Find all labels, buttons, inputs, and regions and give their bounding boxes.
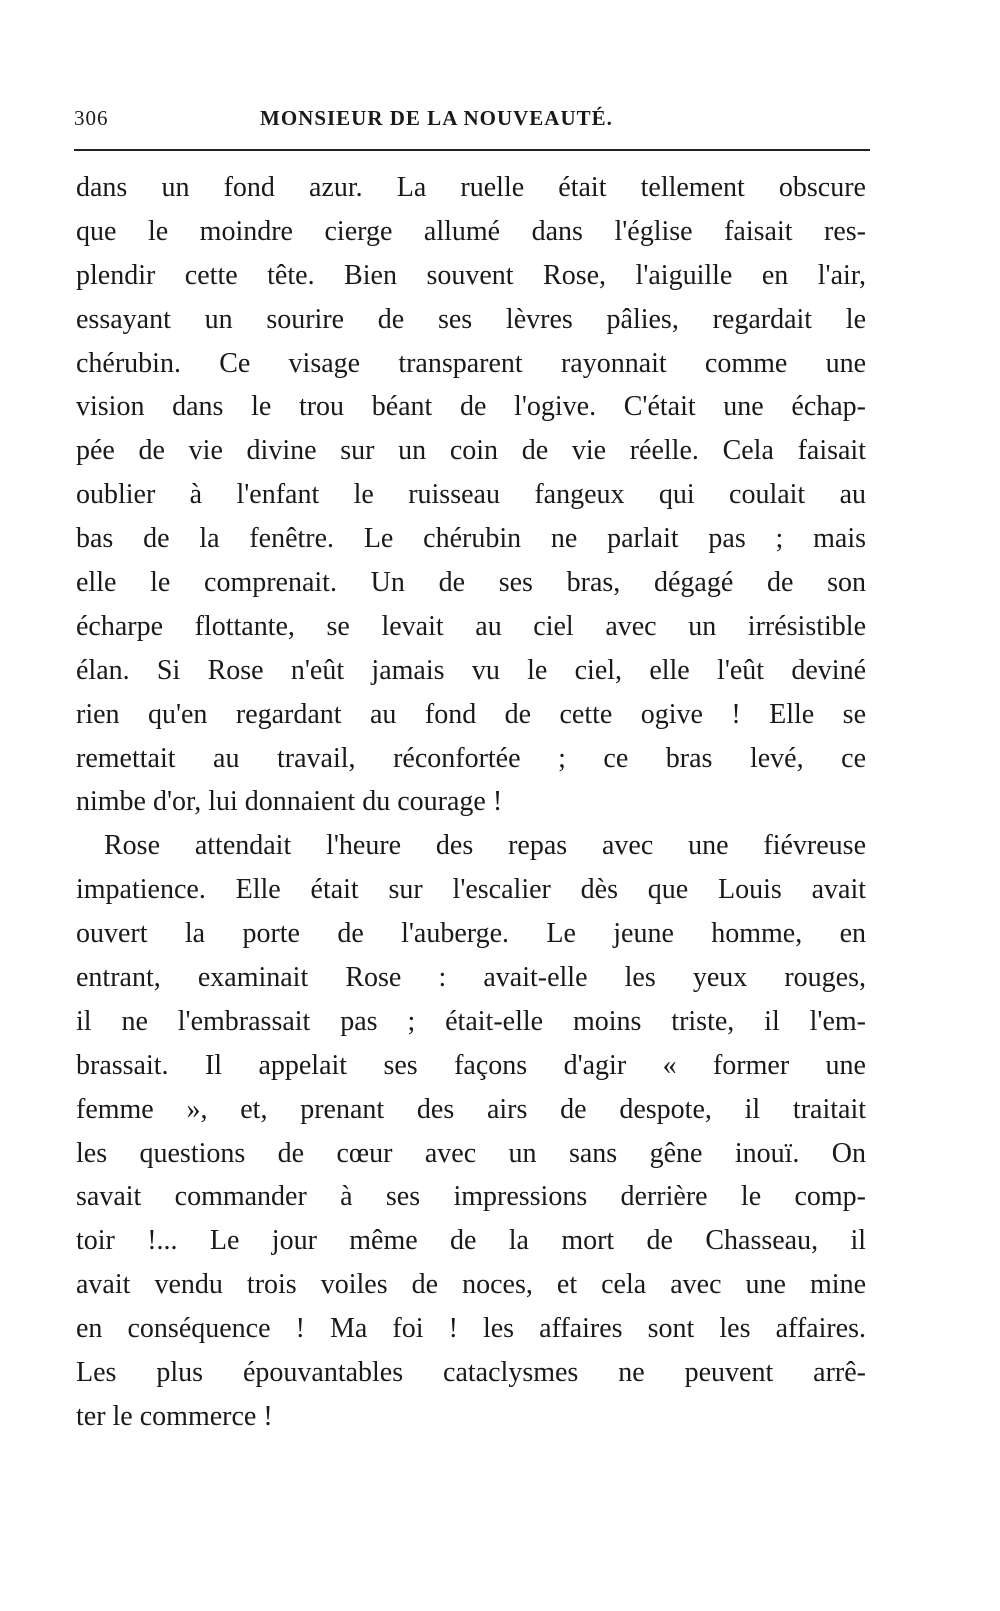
text-line: savait commander à ses impressions derrière le comp- — [76, 1181, 866, 1213]
text-line: vision dans le trou béant de l'ogive. C'était une échap- — [76, 391, 866, 423]
text-line: il ne l'embrassait pas ; était-elle moins triste, il l'em- — [76, 1005, 866, 1037]
body-text — [76, 166, 866, 1439]
text-line: pée de vie divine sur un coin de vie réelle. Cela faisait — [76, 435, 866, 467]
text-line: ouvert la porte de l'auberge. Le jeune homme, en — [76, 918, 866, 950]
paragraph-start-line: Rose attendait l'heure des repas avec une fiévreuse — [104, 830, 866, 862]
text-line: essayant un sourire de ses lèvres pâlies, regardait le — [76, 303, 866, 335]
text-line: que le moindre cierge allumé dans l'église faisait res- — [76, 215, 866, 247]
text-line: avait vendu trois voiles de noces, et cela avec une mine — [76, 1269, 866, 1301]
text-line: rien qu'en regardant au fond de cette ogive ! Elle se — [76, 698, 866, 730]
text-line: elle le comprenait. Un de ses bras, dégagé de son — [76, 567, 866, 599]
text-line: femme », et, prenant des airs de despote, il traitait — [76, 1093, 866, 1125]
text-line: en conséquence ! Ma foi ! les affaires sont les affaires. — [76, 1313, 866, 1345]
text-line: toir !... Le jour même de la mort de Chasseau, il — [76, 1225, 866, 1257]
page-number: 306 — [74, 106, 109, 130]
text-line: élan. Si Rose n'eût jamais vu le ciel, elle l'eût deviné — [76, 654, 866, 686]
text-line: entrant, examinait Rose : avait-elle les yeux rouges, — [76, 962, 866, 994]
text-line: plendir cette tête. Bien souvent Rose, l'aiguille en l'air, — [76, 259, 866, 291]
paragraph-end-line: nimbe d'or, lui donnaient du courage ! — [76, 786, 503, 818]
text-line: les questions de cœur avec un sans gêne inouï. On — [76, 1137, 866, 1169]
text-line: oublier à l'enfant le ruisseau fangeux qui coulait au — [76, 479, 866, 511]
text-line: dans un fond azur. La ruelle était tellement obscure — [76, 172, 866, 203]
text-line: impatience. Elle était sur l'escalier dès que Louis avait — [76, 874, 866, 906]
text-line: écharpe flottante, se levait au ciel avec un irrésistible — [76, 610, 866, 642]
text-line: bas de la fenêtre. Le chérubin ne parlait pas ; mais — [76, 523, 866, 555]
paragraph-end-line: ter le commerce ! — [76, 1400, 273, 1432]
text-line: Les plus épouvantables cataclysmes ne peuvent arrê- — [76, 1357, 866, 1389]
text-line: remettait au travail, réconfortée ; ce bras levé, ce — [76, 742, 866, 774]
text-line: brassait. Il appelait ses façons d'agir « former une — [76, 1049, 866, 1081]
header-rule — [74, 149, 870, 151]
running-head — [74, 100, 870, 140]
running-title: MONSIEUR DE LA NOUVEAUTÉ. — [260, 106, 613, 130]
text-line: chérubin. Ce visage transparent rayonnait comme une — [76, 347, 866, 379]
